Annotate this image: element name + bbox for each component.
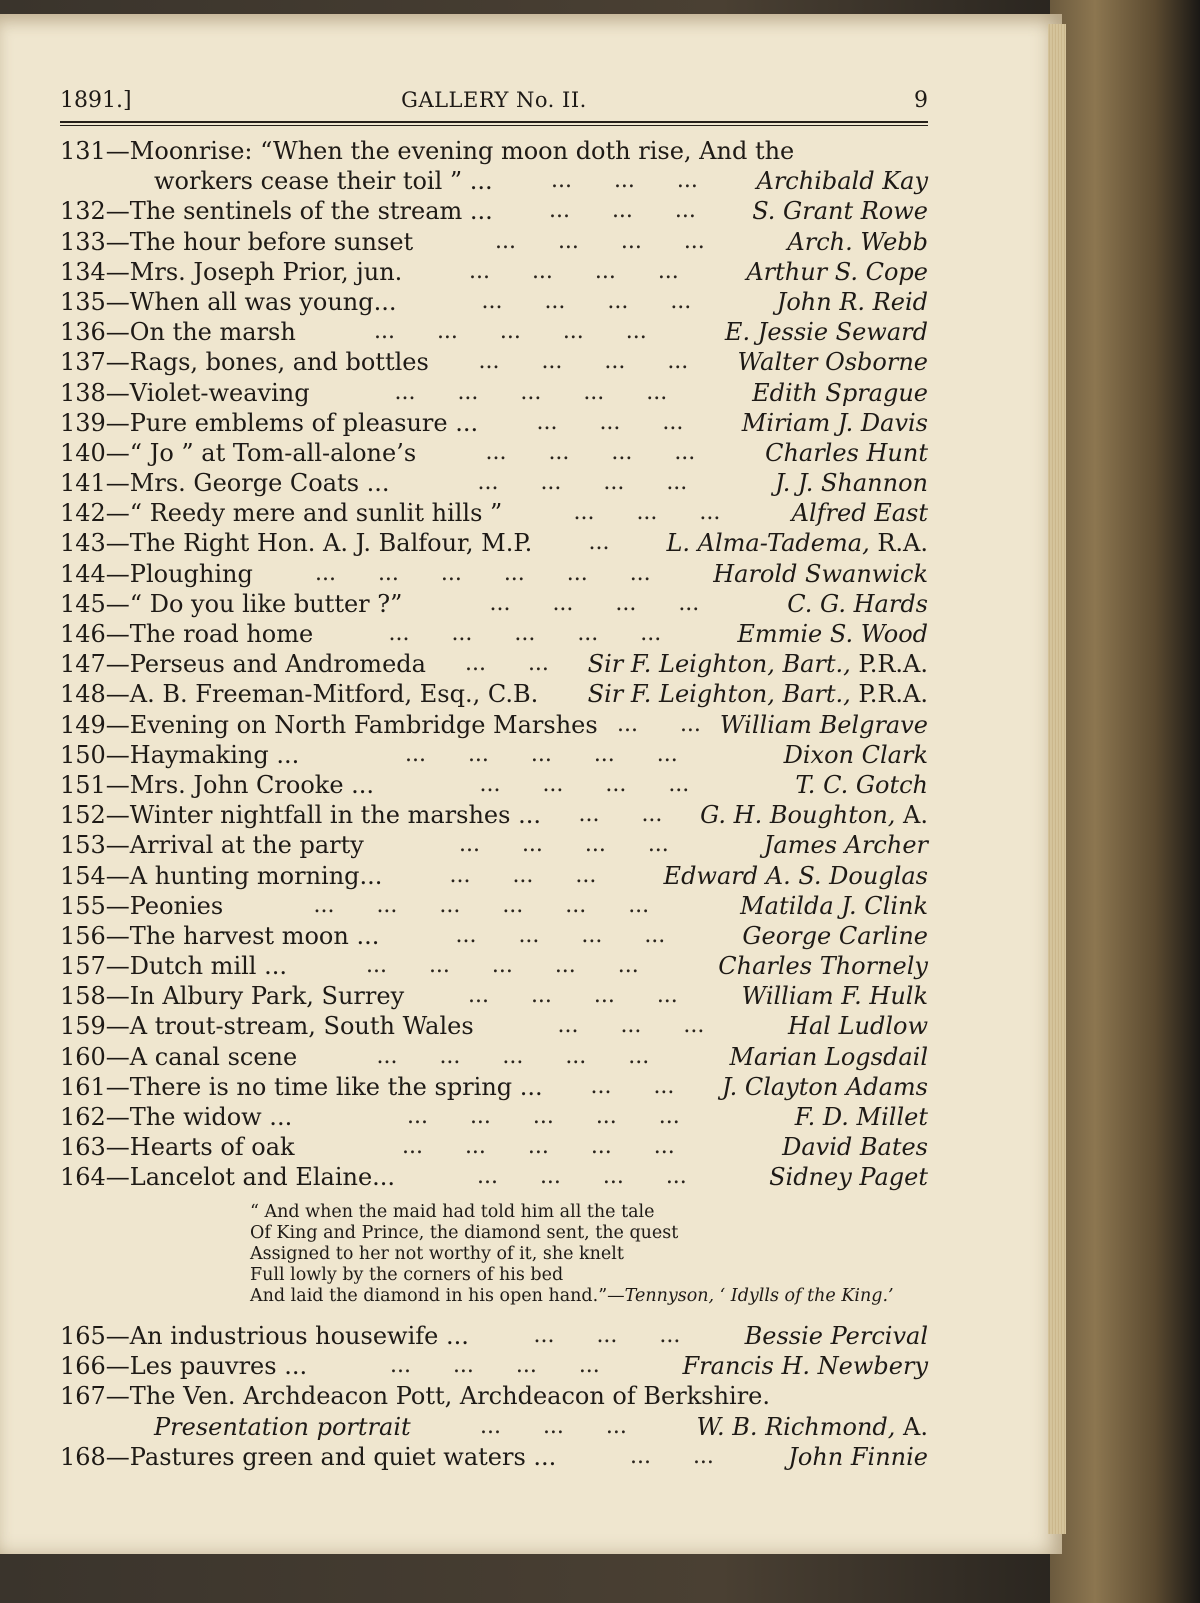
leader-dots: ... ... ... [551, 168, 698, 194]
entry-title: 163—Hearts of oak [60, 1133, 295, 1162]
entry-title: 146—The road home [60, 620, 314, 648]
entry-artist [700, 800, 928, 830]
entry-artist [588, 649, 928, 679]
artist-honours: P.R.A. [850, 680, 928, 709]
catalogue-list [60, 136, 928, 1193]
entry-artist [720, 710, 928, 740]
entry-title: 132—The sentinels of the stream ... [60, 197, 493, 226]
artist-name: Edward A. S. Douglas [663, 861, 928, 890]
leader-dots: ... ... ... ... [469, 258, 679, 284]
entry-title: 164—Lancelot and Elaine... [60, 1163, 396, 1192]
artist-name: Walter Osborne [737, 348, 928, 377]
artist-name: Archibald Kay [756, 167, 928, 196]
entry-artist [664, 861, 928, 891]
catalogue-entry [60, 981, 928, 1011]
catalogue-entry [60, 1132, 928, 1162]
header-year: 1891.] [60, 88, 132, 113]
leader-dots: ... ... ... ... [477, 470, 688, 496]
entry-title: 157—Dutch mill ... [60, 952, 287, 981]
entry-title: 162—The widow ... [60, 1103, 293, 1131]
leader-dots: ... ... ... ... ... [407, 1104, 680, 1129]
catalogue-entry [60, 1162, 928, 1192]
catalogue-entry [60, 861, 928, 891]
leader-dots: ... ... ... ... [468, 983, 678, 1009]
entry-title: 140—“ Jo ” at Tom-all-alone’s [60, 438, 417, 467]
catalogue-entry [60, 408, 928, 438]
leader-dots: ... ... ... ... ... [402, 1134, 675, 1160]
leader-dots: ... ... ... ... ... [405, 741, 678, 767]
artist-name: Arthur S. Cope [746, 257, 928, 286]
entry-title: 167—The Ven. Archdeacon Pott, Archdeacon of Berkshire. [60, 1382, 771, 1411]
entry-artist [737, 619, 928, 649]
catalogue-entry [60, 257, 928, 287]
page-header [60, 88, 928, 118]
artist-name: William Belgrave [719, 710, 928, 739]
entry-artist [729, 1042, 928, 1072]
entry-artist [784, 740, 928, 770]
leader-dots: ... ... ... ... ... [388, 621, 662, 646]
leader-dots: ... ... ... ... ... [366, 953, 639, 979]
artist-name: George Carline [742, 921, 928, 950]
entry-artist [725, 317, 928, 347]
entry-title: 131—Moonrise: “When the evening moon doth rise, And the [60, 137, 795, 165]
entry-artist [666, 528, 928, 558]
artist-name: G. H. Boughton, [700, 801, 896, 830]
catalogue-entry [60, 227, 928, 257]
header-title: GALLERY No. II. [401, 88, 587, 112]
catalogue-entry [60, 740, 928, 770]
artist-name: Alfred East [791, 499, 928, 528]
entry-artist [787, 589, 928, 619]
leader-dots: ... ... ... ... [390, 1353, 600, 1379]
artist-name: E. Jessie Seward [724, 318, 928, 347]
catalogue-entry [60, 951, 928, 981]
leader-dots: ... ... ... ... [481, 288, 692, 314]
leader-dots: ... ... [630, 1443, 714, 1469]
entry-title: 141—Mrs. George Coats ... [60, 469, 390, 498]
entry-artist [777, 287, 928, 317]
entry-artist [795, 770, 928, 800]
catalogue-entry [60, 1011, 928, 1041]
leader-dots: ... ... ... ... ... [394, 379, 668, 405]
entry-artist [765, 438, 928, 468]
entry-title: 137—Rags, bones, and bottles [60, 348, 429, 377]
leader-dots: ... ... ... [573, 500, 721, 526]
entry-artist [775, 468, 928, 498]
entry-title: 145—“ Do you like butter ?” [60, 589, 403, 618]
artist-name: Emmie S. Wood [737, 620, 928, 648]
entry-artist [718, 951, 928, 981]
catalogue-entry [60, 1412, 928, 1442]
entry-title: 154—A hunting morning... [60, 861, 383, 890]
entry-title: 143—The Right Hon. A. J. Balfour, M.P. [60, 529, 533, 558]
entry-title: 153—Arrival at the party [60, 831, 364, 860]
entry-artist [588, 679, 928, 709]
catalogue-entry [60, 589, 928, 619]
quote-line: Of King and Prince, the diamond sent, the quest [250, 1223, 679, 1243]
entry-artist [745, 1321, 928, 1351]
artist-honours: R.A. [869, 529, 928, 558]
catalogue-entry [60, 136, 928, 166]
leader-dots: ... ... ... [533, 1323, 681, 1348]
leader-dots: ... ... ... ... ... [376, 1043, 650, 1069]
entry-artist [769, 1162, 928, 1192]
entry-artist [782, 1132, 928, 1162]
entry-artist [683, 1351, 928, 1381]
page-number: 9 [914, 88, 928, 113]
catalogue-entry [60, 196, 928, 226]
catalogue-entry [60, 1381, 928, 1411]
entry-artist [756, 166, 928, 196]
catalogue-entry [60, 438, 928, 468]
artist-name: Miriam J. Davis [741, 408, 928, 437]
catalogue-entry [60, 1442, 928, 1472]
catalogue-list-continued [60, 1321, 928, 1472]
entry-title: 158—In Albury Park, Surrey [60, 982, 405, 1011]
leader-dots: ... ... ... ... [485, 439, 696, 465]
artist-name: David Bates [782, 1133, 928, 1162]
leader-dots: ... ... ... [557, 1013, 705, 1039]
entry-title: 168—Pastures green and quiet waters ... [60, 1442, 557, 1471]
entry-title: 142—“ Reedy mere and sunlit hills ” [60, 499, 503, 528]
tennyson-quote [250, 1202, 930, 1307]
catalogue-entry [60, 1102, 928, 1132]
leader-dots: ... ... [590, 1073, 675, 1099]
artist-name: L. Alma-Tadema, [666, 529, 870, 558]
catalogue-entry [60, 710, 928, 740]
leader-dots: ... ... ... ... [495, 228, 705, 254]
artist-name: John Finnie [788, 1442, 928, 1471]
catalogue-entry [60, 1042, 928, 1072]
header-rule-thin [60, 125, 928, 126]
entry-artist [792, 498, 928, 528]
leader-dots: ... ... [578, 802, 663, 828]
entry-title: 152—Winter nightfall in the marshes ... [60, 801, 541, 830]
leader-dots: ... ... ... ... [478, 349, 689, 375]
catalogue-entry [60, 830, 928, 860]
artist-name: Edith Sprague [752, 378, 928, 407]
quote-line: Full lowly by the corners of his bed [250, 1265, 564, 1285]
entry-artist [795, 1102, 928, 1132]
artist-name: J. Clayton Adams [721, 1072, 928, 1101]
artist-name: William F. Hulk [741, 982, 928, 1011]
entry-artist [742, 408, 928, 438]
book-cover-edge [1050, 0, 1200, 1603]
leader-dots: ... ... ... ... [455, 922, 666, 948]
quote-line-last [250, 1286, 930, 1307]
catalogue-entry [60, 468, 928, 498]
entry-title: 160—A canal scene [60, 1042, 298, 1071]
leader-dots: ... ... ... ... [489, 590, 700, 616]
artist-name: Sir F. Leighton, Bart., [587, 650, 851, 679]
entry-title: 149—Evening on North Fambridge Marshes [60, 710, 598, 739]
entry-title: 148—A. B. Freeman-Mitford, Esq., C.B. [60, 680, 539, 709]
entry-artist [722, 1072, 928, 1102]
catalogue-entry [60, 649, 928, 679]
catalogue-entry [60, 317, 928, 347]
catalogue-entry [60, 1072, 928, 1102]
catalogue-entry [60, 891, 928, 921]
page-edges [1048, 24, 1066, 1534]
quote-line: Assigned to her not worthy of it, she knelt [250, 1244, 624, 1264]
artist-name: Marian Logsdail [729, 1042, 928, 1071]
artist-name: S. Grant Rowe [752, 197, 928, 226]
entry-artist [742, 981, 928, 1011]
catalogue-entry [60, 800, 928, 830]
entry-artist [696, 1412, 928, 1442]
quote-citation: Tennyson, ‘ Idylls of the King.’ [624, 1286, 894, 1306]
artist-name: Arch. Webb [787, 227, 928, 256]
catalogue-entry [60, 166, 928, 196]
entry-title: 134—Mrs. Joseph Prior, jun. [60, 257, 403, 286]
artist-name: James Archer [763, 831, 928, 860]
entry-artist [752, 196, 928, 226]
entry-artist [752, 378, 928, 408]
entry-title: 156—The harvest moon ... [60, 921, 380, 950]
catalogue-entry [60, 770, 928, 800]
artist-name: Charles Hunt [765, 438, 928, 467]
entry-title: 147—Perseus and Andromeda [60, 650, 426, 679]
catalogue-entry [60, 347, 928, 377]
leader-dots: ... ... ... [549, 198, 696, 224]
entry-artist [740, 891, 928, 921]
artist-name: Francis H. Newbery [682, 1352, 928, 1381]
artist-honours: A. [895, 801, 928, 830]
artist-name: Harold Swanwick [713, 559, 928, 588]
quote-line: And laid the diamond in his open hand.”— [250, 1286, 625, 1306]
catalogue-entry [60, 378, 928, 408]
catalogue-entry [60, 559, 928, 589]
entry-title: 151—Mrs. John Crooke ... [60, 770, 375, 799]
header-rule-thick [60, 121, 928, 123]
entry-title: 166—Les pauvres ... [60, 1352, 308, 1381]
artist-name: John R. Reid [776, 287, 928, 316]
catalogue-entry [60, 1351, 928, 1381]
artist-name: Bessie Percival [744, 1322, 928, 1350]
catalogue-entry [60, 498, 928, 528]
catalogue-entry [60, 528, 928, 558]
artist-name: Sidney Paget [769, 1163, 928, 1192]
entry-artist [742, 921, 928, 951]
leader-dots: ... ... ... ... [477, 1164, 687, 1190]
entry-artist [738, 347, 928, 377]
leader-dots: ... ... ... ... ... ... [315, 560, 651, 586]
entry-artist [788, 1442, 928, 1472]
artist-name: W. B. Richmond, [696, 1412, 896, 1441]
entry-title: 155—Peonies [60, 891, 224, 920]
artist-name: J. J. Shannon [774, 469, 928, 498]
entry-title: 139—Pure emblems of pleasure ... [60, 408, 479, 437]
entry-title: 159—A trout-stream, South Wales [60, 1012, 474, 1041]
entry-artist [787, 227, 928, 257]
artist-name: Matilda J. Clink [740, 891, 928, 920]
entry-title: 138—Violet-weaving [60, 378, 310, 407]
artist-name: Sir F. Leighton, Bart., [587, 680, 851, 709]
artist-name: Charles Thornely [718, 952, 928, 981]
leader-dots: ... ... ... ... [479, 771, 690, 797]
leader-dots: ... ... ... ... ... ... [313, 892, 650, 918]
entry-title: 161—There is no time like the spring ... [60, 1072, 543, 1101]
artist-name: T. C. Gotch [795, 770, 928, 799]
catalogue-entry [60, 287, 928, 317]
leader-dots: ... ... ... [480, 1413, 627, 1439]
artist-name: F. D. Millet [794, 1103, 928, 1131]
entry-title: 136—On the marsh [60, 318, 296, 347]
leader-dots: ... ... ... ... ... [374, 319, 647, 345]
artist-honours: P.R.A. [850, 650, 928, 679]
entry-title: workers cease their toil ” ... [154, 167, 493, 196]
catalogue-entry [60, 619, 928, 649]
entry-title: 165—An industrious housewife ... [60, 1322, 469, 1350]
entry-title: 150—Haymaking ... [60, 740, 300, 769]
artist-name: Dixon Clark [783, 740, 928, 769]
entry-title: 133—The hour before sunset [60, 227, 414, 256]
leader-dots: ... ... ... [449, 862, 597, 888]
leader-dots: ... ... [617, 711, 701, 737]
entry-title: 135—When all was young... [60, 287, 397, 316]
quote-line: “ And when the maid had told him all the tale [250, 1202, 655, 1222]
artist-honours: A. [895, 1412, 928, 1441]
book-page [0, 14, 1062, 1554]
entry-artist [713, 559, 928, 589]
catalogue-entry [60, 679, 928, 709]
entry-artist [788, 1011, 928, 1041]
entry-title: Presentation portrait [154, 1412, 411, 1441]
entry-artist [746, 257, 928, 287]
catalogue-entry [60, 921, 928, 951]
artist-name: Hal Ludlow [788, 1012, 928, 1041]
artist-name: C. G. Hards [787, 589, 928, 618]
entry-title: 144—Ploughing [60, 559, 253, 588]
leader-dots: ... ... ... ... [459, 832, 669, 858]
leader-dots: ... [588, 530, 610, 556]
entry-artist [764, 830, 928, 860]
leader-dots: ... ... [465, 651, 549, 677]
leader-dots: ... ... ... [536, 409, 684, 435]
catalogue-entry [60, 1321, 928, 1351]
